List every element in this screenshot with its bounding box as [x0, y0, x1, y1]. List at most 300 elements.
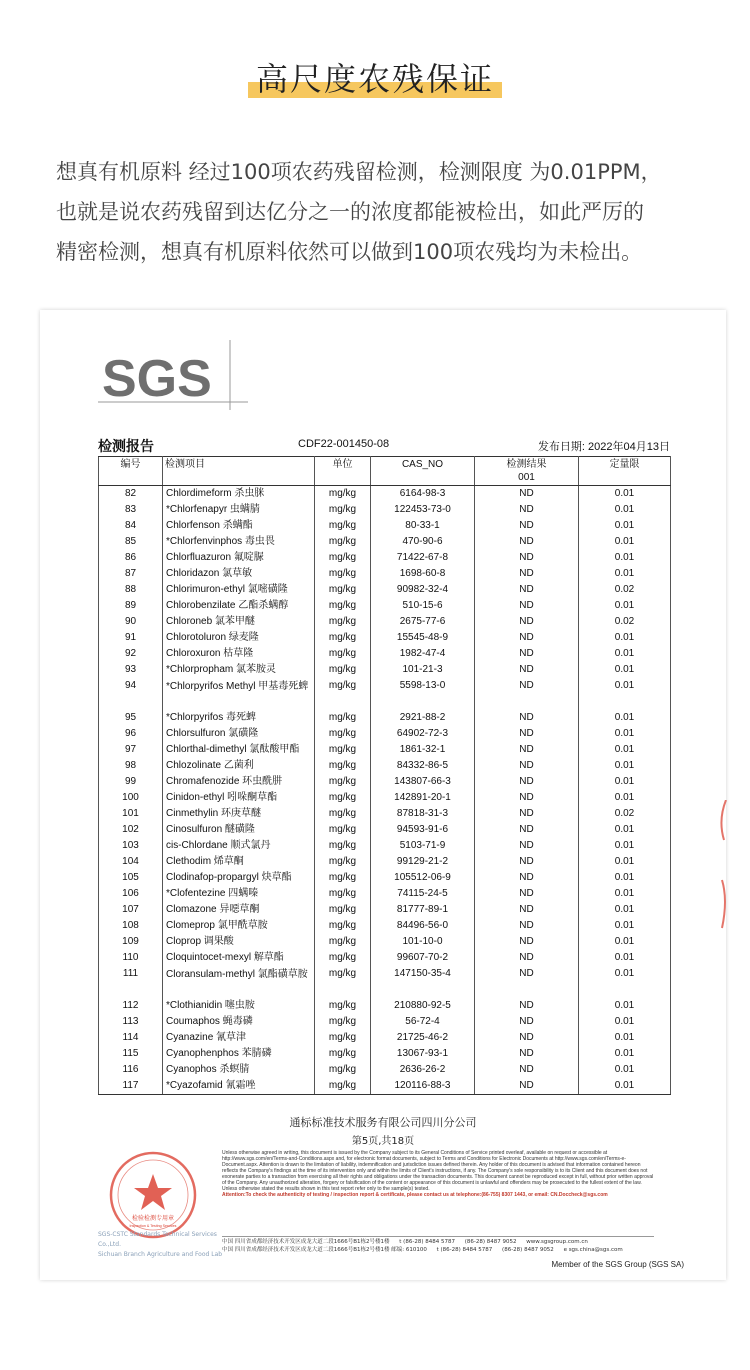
row-result: ND: [475, 566, 579, 582]
row-result: ND: [475, 774, 579, 790]
row-quantitation-limit: 0.01: [579, 950, 671, 966]
row-cas-number: 90982-32-4: [371, 582, 475, 598]
row-number: 106: [99, 886, 163, 902]
address-line-2: [222, 1245, 654, 1253]
attention-note: Attention:To check the authenticity of testing / inspection report & certificate, please contact us at telephone:(86-755) 8307 1443, or email: CN.Doccheck@sgs.com: [222, 1192, 608, 1198]
row-test-item: Chlorimuron-ethyl 氯嘧磺隆: [163, 582, 315, 598]
row-test-item: *Chlorpyrifos 毒死蜱: [163, 710, 315, 726]
row-test-item: Chloroxuron 枯草隆: [163, 646, 315, 662]
col-no-header: 编号: [99, 457, 163, 486]
row-unit: mg/kg: [315, 774, 371, 790]
table-row: [99, 918, 671, 934]
row-quantitation-limit: 0.01: [579, 630, 671, 646]
row-number: 112: [99, 998, 163, 1014]
lab-name-line: SGS-CSTC Standards Technical Services Co.,Ltd.: [98, 1231, 217, 1248]
intro-text: [56, 152, 726, 272]
row-unit: mg/kg: [315, 550, 371, 566]
row-result: ND: [475, 726, 579, 742]
row-number: 98: [99, 758, 163, 774]
row-result: ND: [475, 550, 579, 566]
sgs-logo: [98, 340, 248, 410]
row-cas-number: 105512-06-9: [371, 870, 475, 886]
table-row: [99, 790, 671, 806]
row-test-item: *Chlorfenapyr 虫螨腈: [163, 502, 315, 518]
table-row: [99, 966, 671, 998]
col-limit-header: 定量限: [579, 457, 671, 486]
row-result: ND: [475, 966, 579, 998]
fax: (86-28) 8487 9052: [464, 1239, 517, 1245]
row-quantitation-limit: 0.01: [579, 486, 671, 503]
row-unit: mg/kg: [315, 918, 371, 934]
row-result: ND: [475, 742, 579, 758]
row-cas-number: 84332-86-5: [371, 758, 475, 774]
row-cas-number: 99607-70-2: [371, 950, 475, 966]
row-test-item: Chlozolinate 乙菌利: [163, 758, 315, 774]
row-unit: mg/kg: [315, 870, 371, 886]
intro-line: 精密检测，想真有机原料依然可以做到100项农残均为未检出。: [56, 240, 643, 264]
row-quantitation-limit: 0.01: [579, 1030, 671, 1046]
row-cas-number: 5598-13-0: [371, 678, 475, 710]
email: e sgs.china@sgs.com: [563, 1247, 623, 1253]
row-quantitation-limit: 0.01: [579, 534, 671, 550]
row-unit: mg/kg: [315, 902, 371, 918]
svg-text:SGS: SGS: [102, 350, 212, 408]
table-row: [99, 1062, 671, 1078]
report-heading: 检测报告: [98, 438, 154, 454]
row-number: 84: [99, 518, 163, 534]
row-test-item: Chromafenozide 环虫酰肼: [163, 774, 315, 790]
row-result: ND: [475, 998, 579, 1014]
row-test-item: Chlorfenson 杀螨酯: [163, 518, 315, 534]
row-result: ND: [475, 630, 579, 646]
row-test-item: Coumaphos 蝇毒磷: [163, 1014, 315, 1030]
row-unit: mg/kg: [315, 1030, 371, 1046]
row-number: 83: [99, 502, 163, 518]
row-number: 107: [99, 902, 163, 918]
row-unit: mg/kg: [315, 1062, 371, 1078]
row-number: 82: [99, 486, 163, 503]
row-number: 91: [99, 630, 163, 646]
telephone: t (86-28) 8484 5787: [399, 1239, 455, 1245]
table-row: [99, 502, 671, 518]
row-unit: mg/kg: [315, 1078, 371, 1095]
disclaimer-text: Unless otherwise agreed in writing, this document is issued by the Company subject to its General Conditions of Service printed overleaf, available on request or accessible at http://www.sgs.com/en/Terms-and-Conditions.aspx and, for electronic format documents, subject to Terms and Conditions for Electronic Documents at http://www.sgs.com/en/Terms-e-Document.aspx. Attention is drawn to the limitation of liability, indemnification and jurisdiction issues defined therein. Any holder of this document is advised that information contained hereon reflects the Company's findings at the time of its intervention only and within the limits of Client's instructions, if any. The Company's sole responsibility is to its Client and this document does not exonerate parties to a transaction from exercising all their rights and obligations under the transaction documents. This document cannot be reproduced except in full, without prior written approval of the Company. Any unauthorized alteration, forgery or falsification of the content or appearance of this document is unlawful and offenders may be prosecuted to the fullest extent of the law. Unless otherwise stated the results shown in this test report refer only to the sample(s) tested.: [222, 1150, 654, 1192]
row-result: ND: [475, 534, 579, 550]
row-test-item: Chloroneb 氯苯甲醚: [163, 614, 315, 630]
row-unit: mg/kg: [315, 662, 371, 678]
row-cas-number: 101-10-0: [371, 934, 475, 950]
row-result: ND: [475, 886, 579, 902]
row-cas-number: 56-72-4: [371, 1014, 475, 1030]
row-unit: mg/kg: [315, 966, 371, 998]
row-quantitation-limit: 0.01: [579, 870, 671, 886]
row-number: 100: [99, 790, 163, 806]
row-unit: mg/kg: [315, 518, 371, 534]
row-unit: mg/kg: [315, 758, 371, 774]
row-unit: mg/kg: [315, 950, 371, 966]
row-test-item: Cyanazine 氰草津: [163, 1030, 315, 1046]
row-cas-number: 6164-98-3: [371, 486, 475, 503]
row-quantitation-limit: 0.01: [579, 902, 671, 918]
row-number: 93: [99, 662, 163, 678]
row-unit: mg/kg: [315, 822, 371, 838]
row-unit: mg/kg: [315, 806, 371, 822]
row-quantitation-limit: 0.01: [579, 598, 671, 614]
row-test-item: Cyanophenphos 苯腈磷: [163, 1046, 315, 1062]
row-result: ND: [475, 486, 579, 503]
row-number: 94: [99, 678, 163, 710]
row-number: 90: [99, 614, 163, 630]
table-row: [99, 1078, 671, 1095]
table-row: [99, 934, 671, 950]
table-row: [99, 582, 671, 598]
row-unit: mg/kg: [315, 566, 371, 582]
row-test-item: Chlorotoluron 绿麦隆: [163, 630, 315, 646]
row-quantitation-limit: 0.01: [579, 710, 671, 726]
table-row: [99, 806, 671, 822]
row-cas-number: 2675-77-6: [371, 614, 475, 630]
row-number: 115: [99, 1046, 163, 1062]
row-number: 105: [99, 870, 163, 886]
row-cas-number: 143807-66-3: [371, 774, 475, 790]
row-result: ND: [475, 838, 579, 854]
row-cas-number: 87818-31-3: [371, 806, 475, 822]
row-test-item: Chlordimeform 杀虫脒: [163, 486, 315, 503]
row-number: 101: [99, 806, 163, 822]
row-test-item: *Cyazofamid 氰霜唑: [163, 1078, 315, 1095]
page-title-wrap: [0, 54, 750, 100]
row-cas-number: 84496-56-0: [371, 918, 475, 934]
row-result: ND: [475, 854, 579, 870]
table-row: [99, 662, 671, 678]
row-unit: mg/kg: [315, 934, 371, 950]
row-test-item: Chlorobenzilate 乙酯杀螨醇: [163, 598, 315, 614]
row-number: 104: [99, 854, 163, 870]
row-quantitation-limit: 0.01: [579, 662, 671, 678]
table-row: [99, 598, 671, 614]
row-cas-number: 470-90-6: [371, 534, 475, 550]
row-unit: mg/kg: [315, 646, 371, 662]
row-test-item: Chlorthal-dimethyl 氯酞酸甲酯: [163, 742, 315, 758]
address: 中国 四川省成都经济技术开发区成龙大道二段1666号B1栋2号楼1楼 邮编: 610100: [222, 1247, 427, 1253]
row-quantitation-limit: 0.01: [579, 918, 671, 934]
row-test-item: Clomazone 异噁草酮: [163, 902, 315, 918]
row-number: 88: [99, 582, 163, 598]
row-cas-number: 122453-73-0: [371, 502, 475, 518]
row-number: 89: [99, 598, 163, 614]
row-number: 99: [99, 774, 163, 790]
table-row: [99, 838, 671, 854]
table-row: [99, 710, 671, 726]
row-result: ND: [475, 934, 579, 950]
row-quantitation-limit: 0.01: [579, 886, 671, 902]
row-quantitation-limit: 0.01: [579, 790, 671, 806]
row-unit: mg/kg: [315, 502, 371, 518]
row-quantitation-limit: 0.01: [579, 998, 671, 1014]
table-row: [99, 726, 671, 742]
table-row: [99, 822, 671, 838]
table-row: [99, 630, 671, 646]
row-cas-number: 64902-72-3: [371, 726, 475, 742]
row-test-item: Cloransulam-methyl 氯酯磺草胺: [163, 966, 315, 998]
row-quantitation-limit: 0.01: [579, 822, 671, 838]
row-test-item: *Chlorpropham 氯苯胺灵: [163, 662, 315, 678]
fax: (86-28) 8487 9052: [502, 1247, 554, 1253]
row-cas-number: 5103-71-9: [371, 838, 475, 854]
row-quantitation-limit: 0.01: [579, 1078, 671, 1095]
disclaimer: [222, 1150, 654, 1198]
row-cas-number: 21725-46-2: [371, 1030, 475, 1046]
table-row: [99, 566, 671, 582]
row-result: ND: [475, 646, 579, 662]
footer-page-number: 第5页,共18页: [351, 1136, 415, 1147]
row-unit: mg/kg: [315, 790, 371, 806]
lab-name-line: Sichuan Branch Agriculture and Food Lab: [98, 1251, 223, 1258]
report-number: CDF22-001450-08: [298, 438, 390, 450]
row-quantitation-limit: 0.01: [579, 1046, 671, 1062]
row-cas-number: 120116-88-3: [371, 1078, 475, 1095]
row-quantitation-limit: 0.01: [579, 1014, 671, 1030]
row-result: ND: [475, 806, 579, 822]
footer-company: 通标标准技术服务有限公司四川分公司: [289, 1116, 477, 1129]
row-result: ND: [475, 678, 579, 710]
row-number: 116: [99, 1062, 163, 1078]
inspection-stamp: [108, 1150, 198, 1240]
row-number: 114: [99, 1030, 163, 1046]
row-number: 108: [99, 918, 163, 934]
table-row: [99, 518, 671, 534]
telephone: t (86-28) 8484 5787: [436, 1247, 493, 1253]
table-row: [99, 758, 671, 774]
row-test-item: *Chlorpyrifos Methyl 甲基毒死蜱: [163, 678, 315, 710]
row-cas-number: 2921-88-2: [371, 710, 475, 726]
table-row: [99, 774, 671, 790]
page-title: [252, 54, 498, 100]
row-cas-number: 101-21-3: [371, 662, 475, 678]
table-row: [99, 998, 671, 1014]
row-unit: mg/kg: [315, 854, 371, 870]
table-row: [99, 742, 671, 758]
row-cas-number: 147150-35-4: [371, 966, 475, 998]
row-result: ND: [475, 518, 579, 534]
row-test-item: Cloquintocet-mexyl 解草酯: [163, 950, 315, 966]
svg-text:Inspection & Testing Services: Inspection & Testing Services: [129, 1224, 177, 1228]
page-title-text: 高尺度农残保证: [255, 60, 494, 98]
table-row: [99, 550, 671, 566]
row-result: ND: [475, 790, 579, 806]
row-quantitation-limit: 0.01: [579, 678, 671, 710]
table-row: [99, 902, 671, 918]
lab-name: [98, 1230, 233, 1260]
row-test-item: Chloridazon 氯草敏: [163, 566, 315, 582]
row-result: ND: [475, 902, 579, 918]
row-unit: mg/kg: [315, 886, 371, 902]
row-quantitation-limit: 0.01: [579, 742, 671, 758]
col-unit-header: 单位: [315, 457, 371, 486]
col-result-header: [475, 457, 579, 486]
row-cas-number: 1698-60-8: [371, 566, 475, 582]
row-quantitation-limit: 0.01: [579, 502, 671, 518]
row-number: 117: [99, 1078, 163, 1095]
row-unit: mg/kg: [315, 838, 371, 854]
row-result: ND: [475, 582, 579, 598]
table-row: [99, 486, 671, 503]
row-quantitation-limit: 0.01: [579, 854, 671, 870]
row-number: 97: [99, 742, 163, 758]
intro-line: 也就是说农药残留到达亿分之一的浓度都能被检出，如此严厉的: [56, 200, 644, 224]
row-result: ND: [475, 822, 579, 838]
row-quantitation-limit: 0.01: [579, 550, 671, 566]
table-header-row: [99, 457, 671, 486]
sgs-member-note: Member of the SGS Group (SGS SA): [551, 1260, 684, 1269]
row-result: ND: [475, 950, 579, 966]
row-test-item: Chlorfluazuron 氟啶脲: [163, 550, 315, 566]
row-test-item: Cloprop 调果酸: [163, 934, 315, 950]
row-test-item: Chlorsulfuron 氯磺隆: [163, 726, 315, 742]
table-row: [99, 950, 671, 966]
row-result: ND: [475, 662, 579, 678]
row-result: ND: [475, 1078, 579, 1095]
row-quantitation-limit: 0.01: [579, 966, 671, 998]
row-cas-number: 99129-21-2: [371, 854, 475, 870]
table-row: [99, 1014, 671, 1030]
row-quantitation-limit: 0.01: [579, 1062, 671, 1078]
row-cas-number: 81777-89-1: [371, 902, 475, 918]
address: 中国 四川省成都经济技术开发区成龙大道二段1666号B1栋2号楼1楼: [222, 1239, 390, 1245]
col-result-sub: 001: [518, 472, 535, 483]
row-number: 113: [99, 1014, 163, 1030]
row-quantitation-limit: 0.01: [579, 934, 671, 950]
row-result: ND: [475, 710, 579, 726]
row-quantitation-limit: 0.01: [579, 518, 671, 534]
row-cas-number: 15545-48-9: [371, 630, 475, 646]
table-row: [99, 1030, 671, 1046]
row-number: 92: [99, 646, 163, 662]
row-test-item: *Clothianidin 噻虫胺: [163, 998, 315, 1014]
row-quantitation-limit: 0.02: [579, 582, 671, 598]
row-result: ND: [475, 1046, 579, 1062]
row-unit: mg/kg: [315, 486, 371, 503]
row-result: ND: [475, 1062, 579, 1078]
intro-line: 想真有机原料 经过100项农药残留检测，检测限度 为0.01PPM，: [56, 160, 662, 184]
row-unit: mg/kg: [315, 630, 371, 646]
row-number: 109: [99, 934, 163, 950]
address-line-1: [222, 1236, 654, 1245]
row-test-item: *Chlorfenvinphos 毒虫畏: [163, 534, 315, 550]
row-cas-number: 142891-20-1: [371, 790, 475, 806]
table-row: [99, 870, 671, 886]
row-quantitation-limit: 0.01: [579, 646, 671, 662]
row-cas-number: 510-15-6: [371, 598, 475, 614]
row-cas-number: 74115-24-5: [371, 886, 475, 902]
row-cas-number: 1861-32-1: [371, 742, 475, 758]
table-row: [99, 534, 671, 550]
col-cas-header: CAS_NO: [371, 457, 475, 486]
row-cas-number: 94593-91-6: [371, 822, 475, 838]
row-result: ND: [475, 758, 579, 774]
row-test-item: Cinosulfuron 醚磺隆: [163, 822, 315, 838]
row-result: ND: [475, 614, 579, 630]
col-result-label: 检测结果: [506, 459, 547, 470]
row-quantitation-limit: 0.01: [579, 726, 671, 742]
row-result: ND: [475, 918, 579, 934]
row-test-item: Clomeprop 氯甲酰草胺: [163, 918, 315, 934]
row-test-item: Cyanophos 杀螟腈: [163, 1062, 315, 1078]
edge-seal-mark: [716, 800, 730, 930]
row-number: 95: [99, 710, 163, 726]
report-header: [98, 438, 670, 456]
row-unit: mg/kg: [315, 1014, 371, 1030]
row-unit: mg/kg: [315, 582, 371, 598]
table-row: [99, 614, 671, 630]
row-unit: mg/kg: [315, 1046, 371, 1062]
row-quantitation-limit: 0.01: [579, 566, 671, 582]
row-cas-number: 1982-47-4: [371, 646, 475, 662]
row-quantitation-limit: 0.02: [579, 806, 671, 822]
website: www.sgsgroup.com.cn: [526, 1239, 588, 1245]
row-number: 111: [99, 966, 163, 998]
row-result: ND: [475, 598, 579, 614]
table-body: [99, 486, 671, 1095]
table-row: [99, 886, 671, 902]
row-test-item: Cinmethylin 环庚草醚: [163, 806, 315, 822]
row-result: ND: [475, 870, 579, 886]
row-test-item: *Clofentezine 四螨嗪: [163, 886, 315, 902]
row-quantitation-limit: 0.02: [579, 614, 671, 630]
row-cas-number: 71422-67-8: [371, 550, 475, 566]
svg-text:检验检测专用章: 检验检测专用章: [131, 1215, 175, 1222]
row-quantitation-limit: 0.01: [579, 758, 671, 774]
row-number: 110: [99, 950, 163, 966]
row-test-item: Clodinafop-propargyl 炔草酯: [163, 870, 315, 886]
row-number: 96: [99, 726, 163, 742]
row-number: 86: [99, 550, 163, 566]
row-unit: mg/kg: [315, 726, 371, 742]
table-row: [99, 678, 671, 710]
row-unit: mg/kg: [315, 534, 371, 550]
row-unit: mg/kg: [315, 710, 371, 726]
row-number: 85: [99, 534, 163, 550]
row-result: ND: [475, 1030, 579, 1046]
row-cas-number: 2636-26-2: [371, 1062, 475, 1078]
row-unit: mg/kg: [315, 598, 371, 614]
row-quantitation-limit: 0.01: [579, 838, 671, 854]
table-row: [99, 1046, 671, 1062]
row-test-item: cis-Chlordane 顺式氯丹: [163, 838, 315, 854]
row-number: 102: [99, 822, 163, 838]
report-date: 发布日期: 2022年04月13日: [537, 441, 670, 453]
test-report: [40, 310, 726, 1280]
results-table: [98, 456, 671, 1095]
row-unit: mg/kg: [315, 614, 371, 630]
row-test-item: Clethodim 烯草酮: [163, 854, 315, 870]
row-cas-number: 13067-93-1: [371, 1046, 475, 1062]
row-unit: mg/kg: [315, 678, 371, 710]
row-number: 87: [99, 566, 163, 582]
row-test-item: Cinidon-ethyl 吲哚酮草酯: [163, 790, 315, 806]
row-result: ND: [475, 502, 579, 518]
row-unit: mg/kg: [315, 742, 371, 758]
row-number: 103: [99, 838, 163, 854]
table-row: [99, 854, 671, 870]
row-result: ND: [475, 1014, 579, 1030]
row-cas-number: 80-33-1: [371, 518, 475, 534]
row-unit: mg/kg: [315, 998, 371, 1014]
table-row: [99, 646, 671, 662]
col-item-header: 检测项目: [163, 457, 315, 486]
row-quantitation-limit: 0.01: [579, 774, 671, 790]
row-cas-number: 210880-92-5: [371, 998, 475, 1014]
